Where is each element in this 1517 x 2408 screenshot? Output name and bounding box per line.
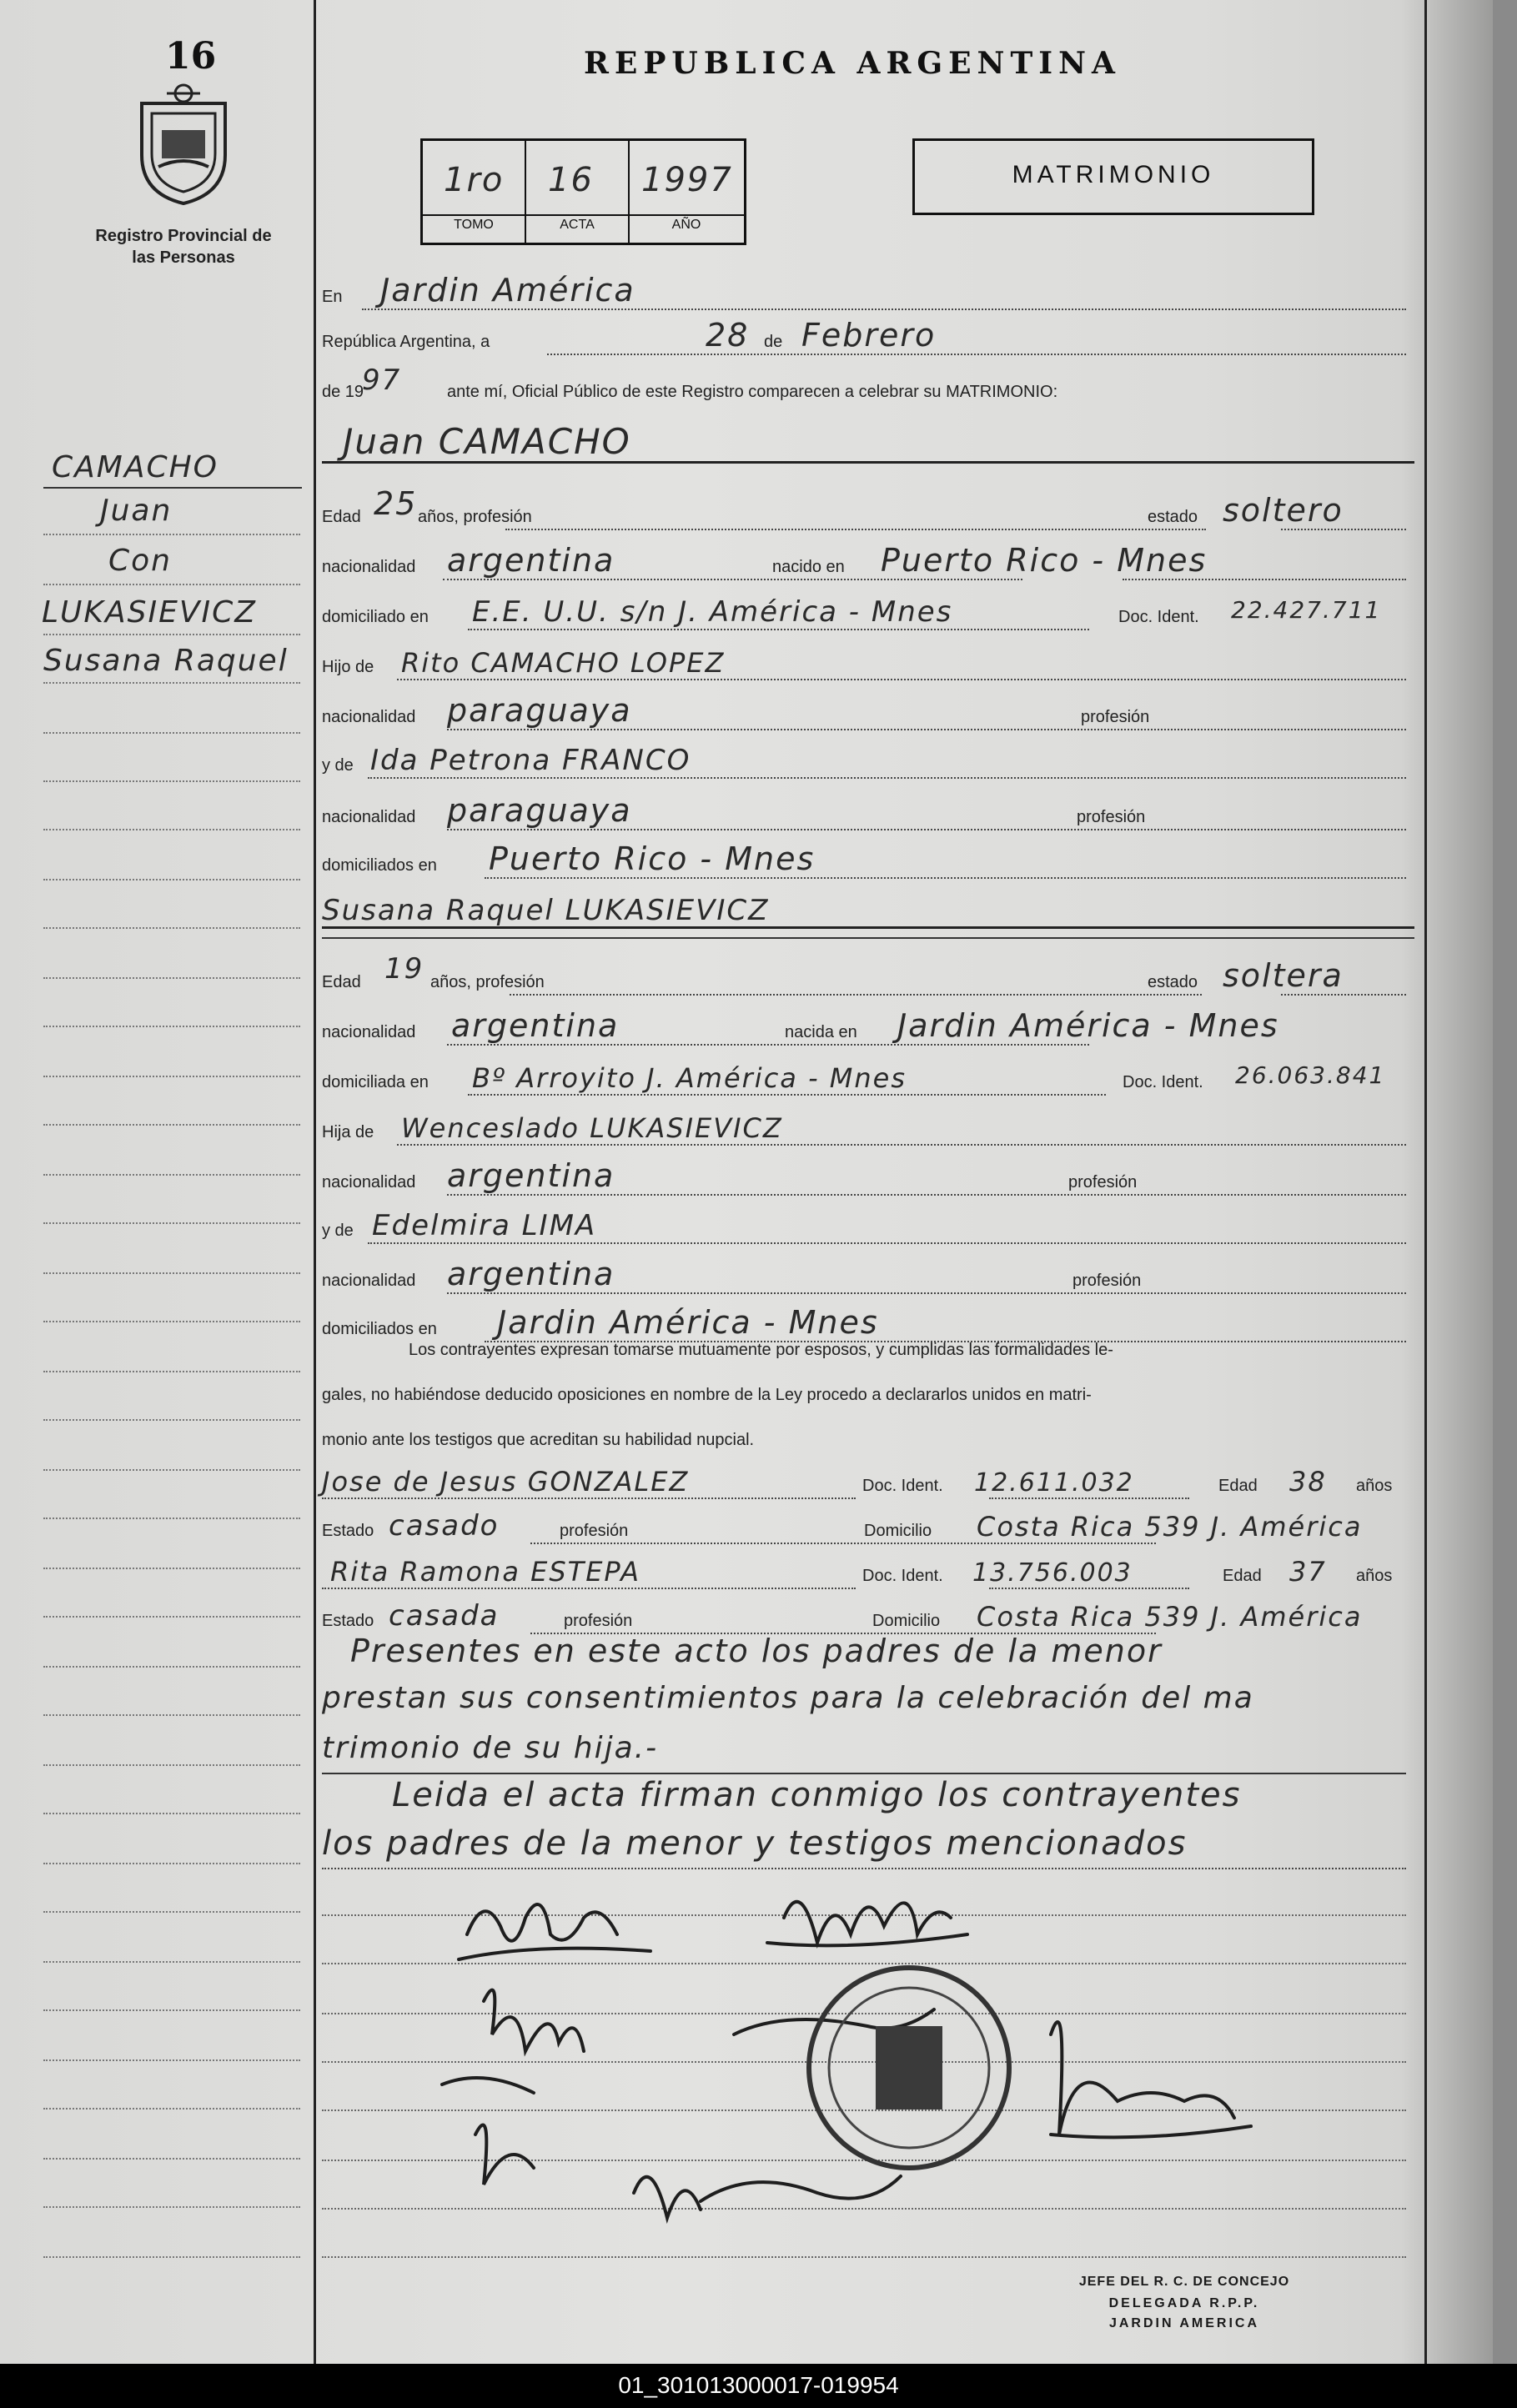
witness1-doc: 12.611.032	[974, 1468, 1134, 1497]
note-line-5: los padres de la menor y testigos mencionados	[322, 1824, 1188, 1863]
bride-name: Susana Raquel LUKASIEVICZ	[322, 894, 770, 927]
acta-label: ACTA	[560, 218, 595, 232]
groom-father-nat-field: nacionalidad paraguaya profesión	[322, 692, 1406, 734]
margin-groom-surname: CAMACHO	[52, 450, 219, 484]
witness1-estado: casado	[389, 1509, 500, 1543]
bride-mother-nationality: argentina	[447, 1256, 615, 1292]
binding-shadow	[1401, 0, 1493, 2364]
month-value: Febrero	[801, 317, 937, 354]
bride-father: Wenceslado LUKASIEVICZ	[401, 1112, 783, 1144]
tomo-value: 1ro	[444, 161, 505, 199]
stamp-line-3: JARDIN AMERICA	[1108, 2316, 1260, 2330]
country-title: REPUBLICA ARGENTINA	[584, 46, 1121, 81]
date-field: República Argentina, a 28 de Febrero	[322, 317, 1406, 359]
bride-father-nationality: argentina	[447, 1157, 615, 1194]
note-line-4: Leida el acta firman conmigo los contrayentes	[392, 1776, 1242, 1814]
acta-value: 16	[548, 161, 594, 199]
witness2-doc: 13.756.003	[972, 1558, 1133, 1588]
groom-doc: 22.427.711	[1231, 596, 1382, 624]
witness1-age: 38	[1289, 1466, 1327, 1497]
ano-label: AÑO	[671, 218, 701, 232]
groom-nationality: argentina	[447, 542, 615, 579]
bride-mother-nat-field: nacionalidad argentina profesión	[322, 1256, 1406, 1297]
bride-age: 19	[384, 952, 424, 986]
groom-name-field	[322, 421, 1414, 467]
witness1-detail-field: Estado casado profesión Domicilio Costa Rica 539 J. América	[322, 1509, 1363, 1543]
witness2-name: Rita Ramona ESTEPA	[330, 1556, 640, 1588]
day-value: 28	[706, 317, 750, 354]
witness2-address: Costa Rica 539 J. América	[977, 1601, 1363, 1633]
page-number: 16	[165, 35, 217, 78]
groom-age: 25	[374, 485, 418, 522]
bride-doc: 26.063.841	[1235, 1061, 1386, 1089]
groom-mother: Ida Petrona FRANCO	[370, 744, 691, 777]
bride-birthplace: Jardin América - Mnes	[897, 1007, 1279, 1044]
groom-address-field: domiciliado en E.E. U.U. s/n J. América - Mnes Doc. Ident. 22.427.711	[322, 595, 1382, 629]
bride-parents-address-field: domiciliados en Jardin América - Mnes	[322, 1304, 1406, 1346]
bride-nationality: argentina	[451, 1007, 620, 1044]
groom-mother-nat-field: nacionalidad paraguaya profesión	[322, 792, 1406, 834]
bride-age-field: Edad 19 años, profesión estado soltera	[322, 957, 1406, 999]
bride-parents-address: Jardin América - Mnes	[497, 1304, 879, 1341]
witness1-name-field: Jose de Jesus GONZALEZ Doc. Ident. 12.611.032 Edad 38 años	[322, 1466, 1393, 1497]
bride-estado: soltera	[1223, 957, 1344, 994]
formula-text: ante mí, Oficial Público de este Registro comparecen a celebrar su MATRIMONIO:	[447, 383, 1058, 401]
groom-mother-field: y de Ida Petrona FRANCO	[322, 740, 1406, 782]
file-id-bar	[0, 2364, 1517, 2408]
margin-bride-surname: LUKASIEVICZ	[42, 595, 257, 630]
declaration-line-1: Los contrayentes expresan tomarse mutuamente por esposos, y cumplidas las formalidades le-	[409, 1341, 1113, 1359]
stamp-line-2: DELEGADA R.P.P.	[1108, 2296, 1260, 2310]
bride-address: Bº Arroyito J. América - Mnes	[472, 1062, 907, 1094]
witness2-name-field: Rita Ramona ESTEPA Doc. Ident. 13.756.003 Edad 37 años	[322, 1551, 1406, 1593]
witness2-detail-field: Estado casada profesión Domicilio Costa Rica 539 J. América	[322, 1599, 1363, 1633]
groom-father: Rito CAMACHO LOPEZ	[401, 647, 726, 679]
groom-father-field: Hijo de Rito CAMACHO LOPEZ	[322, 642, 1406, 684]
groom-mother-nationality: paraguaya	[447, 792, 632, 829]
declaration-line-3: monio ante los testigos que acreditan su habilidad nupcial.	[322, 1431, 755, 1449]
stamp-line-1: JEFE DEL R. C. DE CONCEJO	[1078, 2275, 1290, 2289]
declaration-line-2: gales, no habiéndose deducido oposiciones en nombre de la Ley procedo a declararlos unidos en matri-	[322, 1386, 1092, 1404]
groom-address: E.E. U.U. s/n J. América - Mnes	[472, 595, 953, 629]
bride-mother-field: y de Edelmira LIMA	[322, 1206, 1406, 1247]
margin-bride-first: Susana Raquel	[43, 644, 289, 678]
margin-groom-first: Juan	[100, 494, 173, 528]
note-line-1: Presentes en este acto los padres de la menor	[350, 1633, 1163, 1669]
groom-nationality-field: nacionalidad argentina nacido en Puerto Rico - Mnes	[322, 542, 1406, 584]
left-margin-rule	[314, 0, 316, 2364]
note-line-2: prestan sus consentimientos para la celebración del ma	[322, 1681, 1254, 1715]
bride-nationality-field: nacionalidad argentina nacida en Jardin América - Mnes	[322, 1007, 1279, 1044]
bride-father-nat-field: nacionalidad argentina profesión	[322, 1157, 1406, 1199]
province-seal-icon	[125, 80, 242, 207]
bride-mother: Edelmira LIMA	[372, 1209, 597, 1242]
witness1-address: Costa Rica 539 J. América	[977, 1511, 1363, 1543]
groom-birthplace: Puerto Rico - Mnes	[881, 542, 1208, 579]
groom-parents-address-field: domiciliados en Puerto Rico - Mnes	[322, 840, 1406, 882]
witness2-age: 37	[1289, 1556, 1327, 1588]
ano-value: 1997	[641, 161, 733, 199]
record-type-box	[912, 138, 1314, 215]
witness1-name: Jose de Jesus GONZALEZ	[322, 1466, 690, 1497]
groom-parents-address: Puerto Rico - Mnes	[489, 840, 816, 877]
note-line-3: trimonio de su hija.-	[322, 1731, 659, 1765]
signatures-icon	[434, 1884, 1351, 2276]
official-stamp	[1059, 2275, 1309, 2331]
place-field: En Jardin América	[322, 272, 1406, 314]
registry-index-box	[420, 138, 746, 245]
right-margin-rule	[1424, 0, 1427, 2364]
year-field: de 19 97 ante mí, Oficial Público de este Registro comparecen a celebrar su MATRIMONIO:	[322, 364, 1058, 401]
witness2-estado: casada	[389, 1599, 500, 1633]
groom-father-nationality: paraguaya	[447, 692, 632, 729]
bride-name-field	[322, 890, 1414, 932]
tomo-label: TOMO	[454, 218, 494, 232]
groom-age-field: Edad 25 años, profesión estado soltero	[322, 492, 1406, 534]
groom-name: Juan CAMACHO	[343, 421, 631, 462]
record-type: MATRIMONIO	[1012, 161, 1215, 188]
place-value: Jardin América	[380, 272, 635, 309]
groom-estado: soltero	[1223, 492, 1344, 529]
file-id: 01_301013000017-019954	[618, 2372, 899, 2398]
margin-con: Con	[108, 544, 172, 578]
registry-label: Registro Provincial de las Personas	[95, 227, 272, 267]
bride-address-field: domiciliada en Bº Arroyito J. América - Mnes Doc. Ident. 26.063.841	[322, 1061, 1386, 1094]
bride-father-field: Hija de Wenceslado LUKASIEVICZ	[322, 1107, 1406, 1149]
year-value: 97	[362, 364, 402, 397]
